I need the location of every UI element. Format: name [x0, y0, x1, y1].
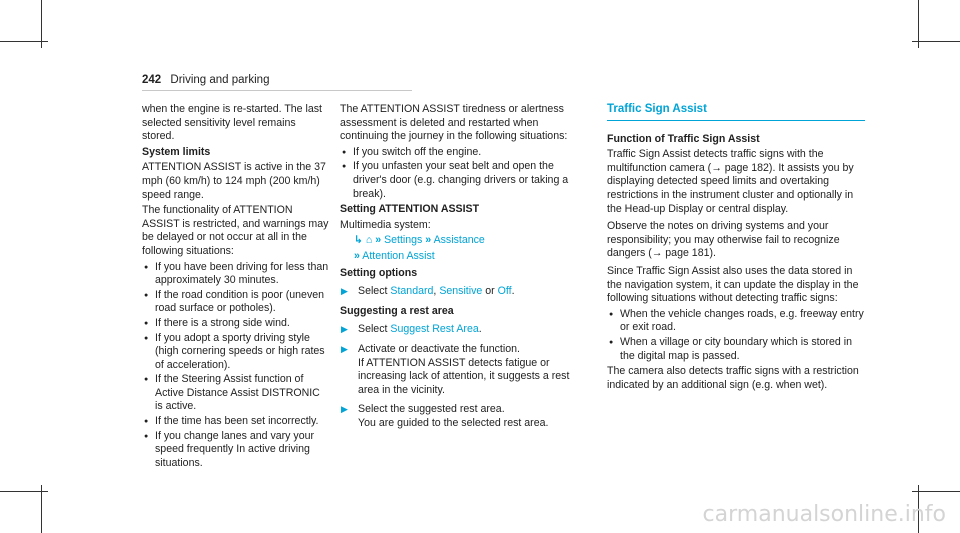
crop-mark [0, 41, 48, 42]
paragraph: Traffic Sign Assist detects traffic signs with the multifunction camera (→ page 182). It assists you by displaying detected speed limits and overtaking restrictions in the instrument cluster and optionally in the Head-up Display or central display. [607, 148, 854, 215]
paragraph: Since Traffic Sign Assist also uses the data stored in the navigation system, it can update the display in the following situations without detecting traffic signs: [607, 264, 859, 305]
instruction-step [340, 403, 585, 430]
header-divider [142, 90, 412, 91]
step-arrow-icon: ▶ [341, 324, 348, 335]
bullet-icon: ● [609, 310, 614, 318]
page-header [142, 74, 269, 86]
list-item: ● If you adopt a sporty driving style (high cornering speeds or high rates of acceleration). [144, 331, 325, 371]
bullet-icon: ● [342, 163, 347, 171]
option-standard[interactable]: Standard [390, 285, 434, 298]
heading-function: Function of Traffic Sign Assist [607, 132, 760, 145]
list-item: ● If you change lanes and vary your speed frequently In active driving situations. [144, 429, 315, 469]
bullet-icon: ● [144, 319, 149, 327]
bullet-icon: ● [144, 418, 149, 426]
list-item: ● If the Steering Assist function of Active Distance Assist DISTRONIC is active. [144, 373, 320, 413]
heading-suggest: Suggesting a rest area [340, 304, 454, 317]
bullet-icon: ● [144, 263, 149, 271]
section-title: Traffic Sign Assist [607, 103, 707, 115]
list-item: ● If the road condition is poor (uneven road surface or potholes). [144, 288, 325, 315]
menu-link-settings[interactable]: Settings [384, 234, 423, 247]
menu-path [340, 234, 585, 248]
step-note: You are guided to the selected rest area. [358, 416, 549, 429]
option-off[interactable]: Off [497, 285, 512, 298]
step-arrow-icon: ▶ [341, 343, 348, 354]
option-sensitive[interactable]: Sensitive [439, 285, 483, 298]
list-item: ● If there is a strong side wind. [144, 316, 290, 329]
column-1 [142, 103, 330, 472]
step-note: If ATTENTION ASSIST detects fatigue or increasing lack of attention, it suggests a rest area in the vicinity. [358, 356, 570, 396]
paragraph: The functionality of ATTENTION ASSIST is restricted, and warnings may be delayed or not occur at all in the following situations: [142, 204, 329, 257]
column-2 [340, 103, 585, 436]
crop-mark [0, 491, 48, 492]
bullet-icon: ● [609, 338, 614, 346]
chapter-title: Driving and parking [170, 74, 270, 86]
step-arrow-icon: ▶ [341, 286, 348, 297]
double-chevron-icon: » [375, 234, 382, 247]
heading-options: Setting options [340, 266, 418, 279]
list-item: ● If you unfasten your seat belt and open the driver's door (e.g. changing drivers or taking a break). [342, 160, 569, 200]
instruction-step: ▶ Select Standard, Sensitive or Off. [341, 285, 515, 298]
bullet-list [142, 261, 330, 471]
list-item: ● When the vehicle changes roads, e.g. freeway entry or exit road. [609, 307, 864, 334]
bullet-list [607, 308, 865, 363]
list-item: ● If you have been driving for less than approximately 30 minutes. [144, 260, 329, 287]
instruction-step [340, 343, 585, 397]
step-arrow-icon: ▶ [341, 404, 348, 415]
double-chevron-icon: » [354, 249, 360, 262]
heading-setting: Setting ATTENTION ASSIST [340, 203, 480, 216]
menu-link-assistance[interactable]: Assistance [433, 234, 485, 247]
menu-path [340, 250, 585, 264]
bullet-icon: ● [144, 334, 149, 342]
paragraph: when the engine is re-started. The last selected sensitivity level remains stored. [142, 103, 323, 143]
list-item: ● If you switch off the engine. [342, 145, 482, 158]
heading-system-limits: System limits [142, 145, 211, 158]
paragraph: The camera also detects traffic signs with a restriction indicated by an additional sign (e.g. when wet). [607, 365, 859, 391]
paragraph: The ATTENTION ASSIST tiredness or alertness assessment is deleted and restarted when continuing the journey in the following situations: [340, 103, 568, 143]
crop-mark [912, 41, 960, 42]
bullet-icon: ● [144, 432, 149, 440]
page-number: 242 [142, 74, 162, 86]
section-divider [607, 120, 865, 121]
turn-arrow-icon: ↳ [354, 234, 363, 247]
column-3 [607, 103, 865, 394]
paragraph: Observe the notes on driving systems and your responsibility; you may otherwise fail to recognize dangers (→ page 181). [607, 220, 840, 260]
home-icon[interactable]: ⌂ [365, 234, 373, 247]
bullet-icon: ● [342, 148, 347, 156]
option-suggest-rest-area[interactable]: Suggest Rest Area [390, 323, 479, 336]
system-label: Multimedia system: [340, 218, 431, 231]
step-text: Activate or deactivate the function. [358, 342, 520, 355]
list-item: ● When a village or city boundary which is stored in the digital map is passed. [609, 335, 852, 362]
bullet-icon: ● [144, 291, 149, 299]
crop-mark [41, 485, 42, 533]
bullet-icon: ● [144, 376, 149, 384]
bullet-list [340, 146, 585, 201]
paragraph: ATTENTION ASSIST is active in the 37 mph (60 km/h) to 124 mph (200 km/h) speed range. [142, 161, 326, 201]
list-item: ● If the time has been set incorrectly. [144, 415, 319, 428]
double-chevron-icon: » [425, 234, 432, 247]
instruction-step: ▶ Select Suggest Rest Area. [341, 323, 482, 336]
menu-link-attention-assist[interactable]: Attention Assist [362, 249, 435, 262]
step-text: Select the suggested rest area. [358, 403, 505, 416]
watermark: carmanualsonline.info [702, 502, 946, 527]
crop-mark [912, 491, 960, 492]
